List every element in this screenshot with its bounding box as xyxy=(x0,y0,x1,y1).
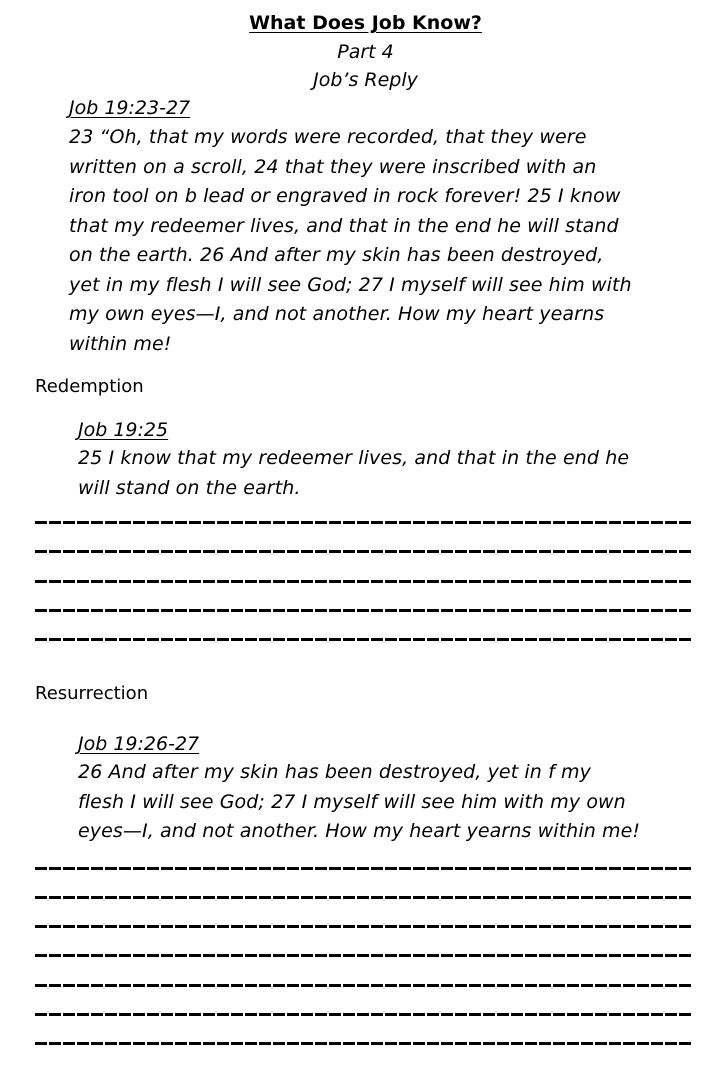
page-title xyxy=(0,10,719,36)
passage-line: on the earth. 26 And after my skin has been destroyed, xyxy=(69,244,604,266)
answer-line[interactable] xyxy=(35,580,693,583)
answer-line[interactable] xyxy=(35,609,693,612)
passage-line: will stand on the earth. xyxy=(78,476,301,499)
answer-line[interactable] xyxy=(35,896,693,899)
resurrection-reference: Job 19:26-27 xyxy=(78,733,200,755)
passage-line: 23 “Oh, that my words were recorded, that they were xyxy=(69,126,587,148)
answer-line[interactable] xyxy=(35,1013,693,1016)
passage-line: that my redeemer lives, and that in the end he will stand xyxy=(69,214,619,237)
intro-passage xyxy=(69,123,719,359)
answer-line[interactable] xyxy=(35,638,693,641)
page-title-text: What Does Job Know? xyxy=(249,12,482,34)
part-label: Part 4 xyxy=(337,41,394,63)
passage-line: eyes—I, and not another. How my heart yearns within me! xyxy=(78,820,641,842)
answer-line[interactable] xyxy=(35,550,693,553)
passage-line: yet in my flesh I will see God; 27 I myself will see him with xyxy=(69,273,632,296)
section-heading-resurrection: Resurrection xyxy=(35,683,149,704)
answer-line[interactable] xyxy=(35,954,693,957)
answer-line[interactable] xyxy=(35,925,693,928)
passage-line: flesh I will see God; 27 I myself will see him with my own xyxy=(78,790,626,813)
passage-line: within me! xyxy=(69,332,172,355)
redemption-passage xyxy=(78,444,718,503)
passage-line: 26 And after my skin has been destroyed, yet in f my xyxy=(78,761,591,783)
section-heading-redemption: Redemption xyxy=(35,376,144,397)
passage-line: iron tool on b lead or engraved in rock forever! 25 I know xyxy=(69,185,621,207)
answer-line[interactable] xyxy=(35,984,693,987)
answer-line[interactable] xyxy=(35,1042,693,1045)
page-subtitle: Job’s Reply xyxy=(313,69,418,91)
answer-line[interactable] xyxy=(35,867,693,870)
redemption-reference: Job 19:25 xyxy=(78,419,169,441)
passage-line: written on a scroll, 24 that they were inscribed with an xyxy=(69,155,597,178)
intro-reference: Job 19:23-27 xyxy=(69,97,191,119)
answer-line[interactable] xyxy=(35,521,693,524)
passage-line: 25 I know that my redeemer lives, and that in the end he xyxy=(78,447,630,469)
passage-line: my own eyes—I, and not another. How my heart yearns xyxy=(69,303,605,325)
resurrection-passage xyxy=(78,758,718,847)
